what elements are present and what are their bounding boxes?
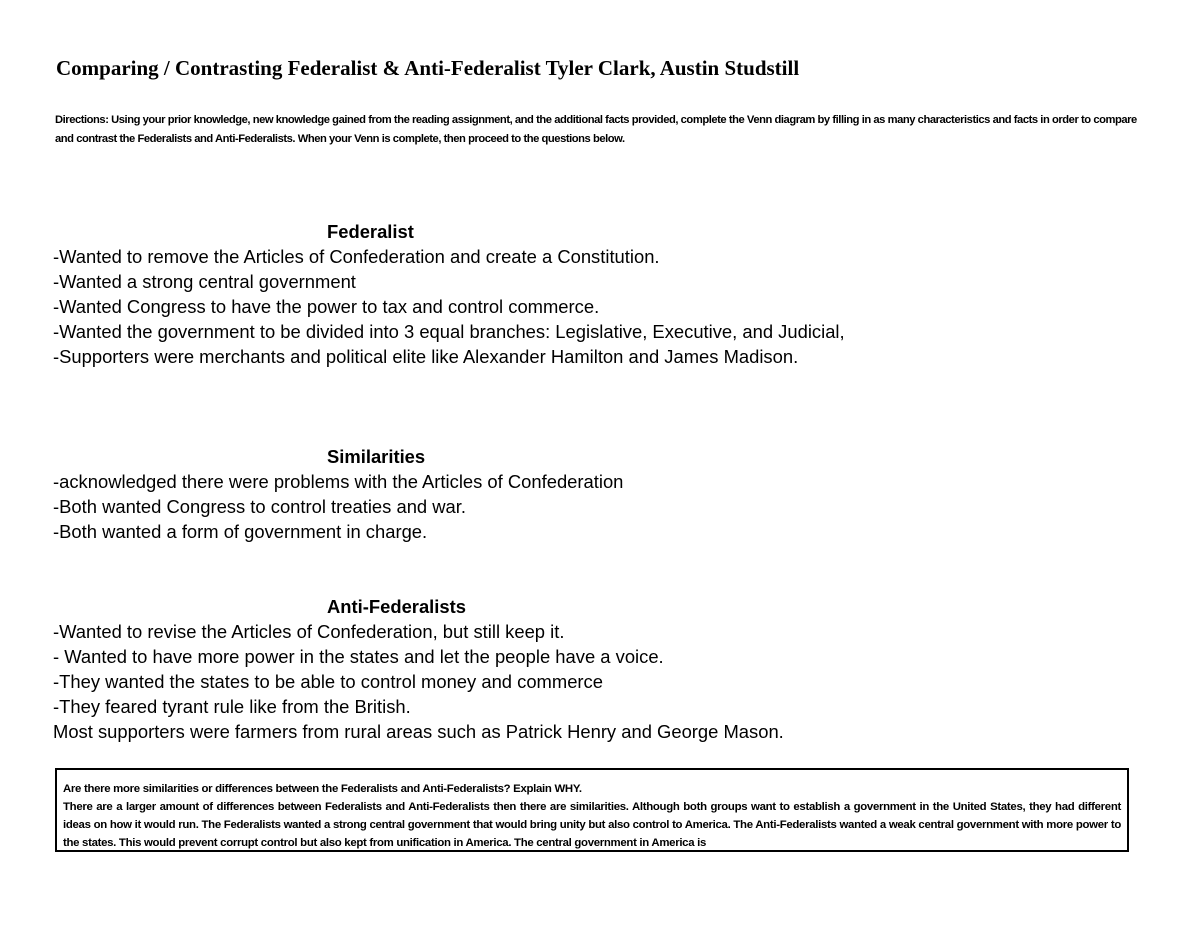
question-answer-box [55, 768, 1129, 852]
federalist-item: -Wanted the government to be divided into 3 equal branches: Legislative, Executive, and Judicial, [53, 321, 845, 342]
anti-federalists-item: Most supporters were farmers from rural areas such as Patrick Henry and George Mason. [53, 721, 784, 742]
similarities-item: -acknowledged there were problems with the Articles of Confederation [53, 471, 624, 492]
similarities-item: -Both wanted Congress to control treaties and war. [53, 496, 466, 517]
federalist-item: -Wanted to remove the Articles of Confederation and create a Constitution. [53, 246, 660, 267]
federalist-item: -Wanted a strong central government [53, 271, 356, 292]
similarities-section [53, 444, 1153, 544]
answer-text: There are a larger amount of differences between Federalists and Anti-Federalists then there are similarities. Although both groups want to establish a government in the United States, they had different ideas on how it would run. The Federalists wanted a strong central government that would bring unity but also control to America. The Anti-Federalists wanted a weak central government with more power to the states. This would prevent corrupt control but also kept from unification in America. The central government in America is [63, 801, 1121, 849]
anti-federalists-heading: Anti-Federalists [327, 596, 466, 617]
anti-federalists-section [53, 594, 1153, 744]
question-text: Are there more similarities or differences between the Federalists and Anti-Federalists? Explain WHY. [63, 783, 582, 795]
federalist-item: -Supporters were merchants and political elite like Alexander Hamilton and James Madison. [53, 346, 799, 367]
federalist-item: -Wanted Congress to have the power to tax and control commerce. [53, 296, 600, 317]
anti-federalists-item: - Wanted to have more power in the states and let the people have a voice. [53, 646, 664, 667]
similarities-item: -Both wanted a form of government in charge. [53, 521, 428, 542]
federalist-section [53, 219, 1153, 369]
directions-text: Directions: Using your prior knowledge, new knowledge gained from the reading assignment, and the additional facts provided, complete the Venn diagram by filling in as many characteristics and facts in order to compare and contrast the Federalists and Anti-Federalists. When your Venn is complete, then proceed to the questions below. [55, 114, 1137, 145]
anti-federalists-item: -They wanted the states to be able to control money and commerce [53, 671, 603, 692]
federalist-heading: Federalist [327, 221, 414, 242]
similarities-heading: Similarities [327, 446, 426, 467]
document-title: Comparing / Contrasting Federalist & Anti-Federalist Tyler Clark, Austin Studstill [56, 56, 800, 80]
anti-federalists-item: -They feared tyrant rule like from the British. [53, 696, 411, 717]
anti-federalists-item: -Wanted to revise the Articles of Confederation, but still keep it. [53, 621, 565, 642]
